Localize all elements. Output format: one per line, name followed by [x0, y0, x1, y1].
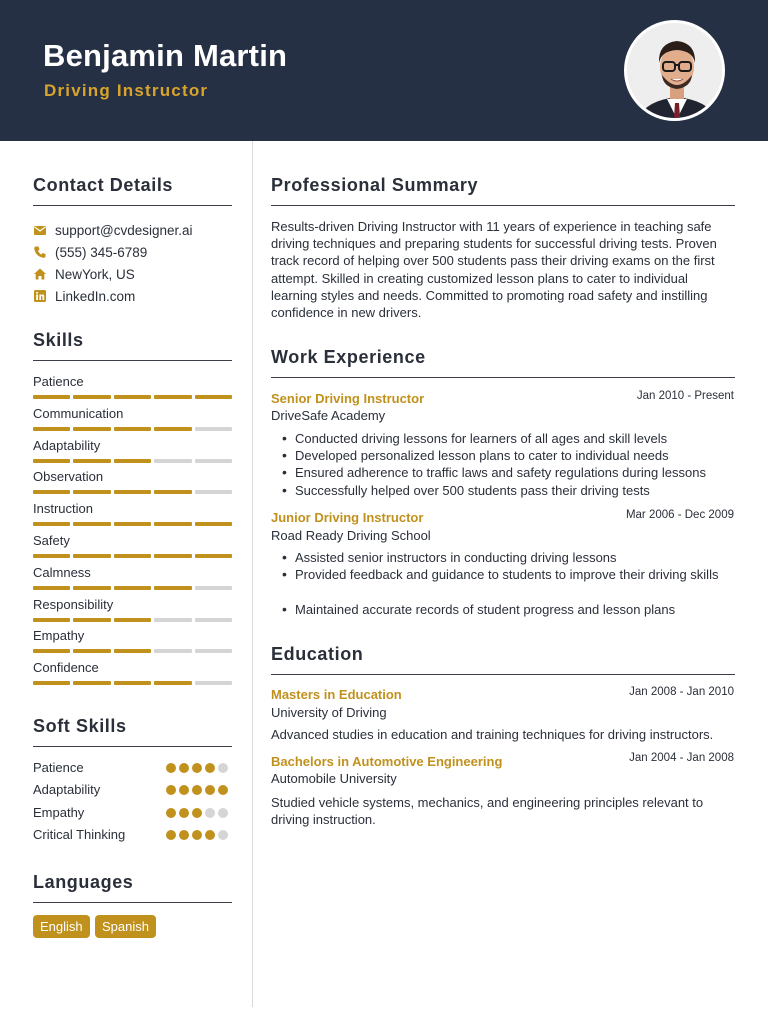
summary-section-title: Professional Summary	[271, 175, 479, 195]
skill-level-segment	[33, 395, 70, 399]
skill-level-segment	[154, 427, 191, 431]
skill-level-segment	[73, 681, 110, 685]
skill-level-bar	[33, 618, 232, 623]
skill-level-segment	[114, 649, 151, 653]
skill-level-segment	[73, 459, 110, 463]
envelope-icon	[33, 223, 47, 237]
profile-photo	[624, 20, 725, 121]
rating-dot	[192, 763, 202, 773]
skill-level-segment	[33, 522, 70, 526]
job-date-senior: Jan 2010 - Present	[636, 390, 734, 402]
skill-level-segment	[33, 427, 70, 431]
skill-level-bar	[33, 681, 232, 686]
degree-masters: Masters in Education	[271, 687, 402, 702]
language-badge-english: English	[33, 915, 90, 938]
skill-level-segment	[154, 522, 191, 526]
soft-skill-label: Patience	[33, 760, 84, 775]
skills-section-rule	[33, 360, 232, 361]
skill-label: Safety	[33, 533, 70, 548]
soft-skill-rating	[166, 830, 228, 840]
rating-dot	[205, 763, 215, 773]
skill-level-bar	[33, 649, 232, 654]
skill-label: Communication	[33, 405, 124, 421]
rating-dot	[218, 763, 228, 773]
rating-dot	[179, 808, 189, 818]
contact-email-text: support@cvdesigner.ai	[55, 222, 193, 238]
degree-bachelors: Bachelors in Automotive Engineering	[271, 754, 503, 769]
skill-level-segment	[33, 459, 70, 463]
skill-level-bar	[33, 554, 232, 559]
skill-level-segment	[114, 395, 151, 399]
skill-level-segment	[114, 522, 151, 526]
rating-dot	[192, 808, 202, 818]
rating-dot	[166, 763, 176, 773]
rating-dot	[218, 785, 228, 795]
skill-level-segment	[154, 649, 191, 653]
skill-level-segment	[33, 586, 70, 590]
rating-dot	[166, 808, 176, 818]
skill-level-segment	[73, 522, 110, 526]
skill-label: Observation	[33, 469, 104, 485]
skills-section-title: Skills	[33, 330, 84, 350]
rating-dot	[179, 785, 189, 795]
skill-level-segment	[33, 681, 70, 685]
contact-location-text: NewYork, US	[55, 266, 135, 282]
soft-skill-rating	[166, 808, 228, 818]
skill-level-segment	[154, 490, 191, 494]
skill-level-segment	[73, 427, 110, 431]
skill-level-segment	[195, 554, 232, 558]
job-org-senior: DriveSafe Academy	[271, 408, 386, 423]
school-bachelors: Automobile University	[271, 771, 397, 786]
skill-level-segment	[195, 649, 232, 653]
skill-label: Confidence	[33, 660, 99, 676]
skill-level-segment	[114, 681, 151, 685]
job-date-junior: Mar 2006 - Dec 2009	[625, 509, 734, 521]
contact-section-title: Contact Details	[33, 175, 174, 195]
skill-level-segment	[154, 459, 191, 463]
soft-skill-label: Empathy	[33, 804, 85, 820]
skill-level-segment	[195, 427, 232, 431]
language-badge-spanish: Spanish	[95, 915, 156, 938]
rating-dot	[192, 785, 202, 795]
skill-level-segment	[33, 490, 70, 494]
rating-dot	[166, 830, 176, 840]
rating-dot	[218, 830, 228, 840]
skill-level-segment	[114, 427, 151, 431]
skill-label: Empathy	[33, 628, 85, 644]
skill-level-segment	[33, 554, 70, 558]
skill-level-segment	[114, 490, 151, 494]
skill-level-segment	[195, 490, 232, 494]
skill-label: Responsibility	[33, 596, 114, 612]
skill-level-bar	[33, 395, 232, 400]
skill-level-bar	[33, 427, 232, 432]
skill-level-bar	[33, 459, 232, 464]
skill-level-segment	[73, 649, 110, 653]
rating-dot	[205, 785, 215, 795]
skill-level-segment	[195, 618, 232, 622]
soft-skill-rating	[166, 785, 228, 795]
linkedin-icon	[33, 289, 47, 303]
languages-section-title: Languages	[33, 872, 134, 892]
skill-level-segment	[154, 586, 191, 590]
languages-section-rule	[33, 902, 232, 903]
phone-icon	[33, 245, 47, 259]
contact-location	[33, 264, 135, 284]
rating-dot	[205, 808, 215, 818]
skill-level-segment	[195, 395, 232, 399]
skill-level-segment	[73, 395, 110, 399]
skill-level-segment	[114, 459, 151, 463]
skill-level-segment	[73, 618, 110, 622]
soft-skills-section-rule	[33, 746, 232, 747]
soft-skills-section-title: Soft Skills	[33, 716, 127, 736]
summary-section-rule	[271, 205, 735, 206]
skill-level-segment	[195, 459, 232, 463]
contact-section-rule	[33, 205, 232, 206]
skill-level-segment	[154, 395, 191, 399]
contact-email[interactable]	[33, 220, 193, 240]
skill-level-segment	[73, 554, 110, 558]
contact-linkedin-text: LinkedIn.com	[55, 288, 136, 304]
degree-desc-bachelors: Studied vehicle systems, mechanics, and engineering principles relevant to driving instruction.	[271, 795, 704, 827]
skill-level-segment	[114, 554, 151, 558]
school-masters: University of Driving	[271, 705, 387, 720]
skill-label: Patience	[33, 374, 84, 389]
job-org-junior: Road Ready Driving School	[271, 528, 431, 543]
degree-desc-masters: Advanced studies in education and training techniques for driving instructors.	[271, 727, 714, 742]
rating-dot	[179, 763, 189, 773]
contact-phone[interactable]	[33, 242, 147, 262]
home-icon	[33, 267, 47, 281]
skill-level-segment	[154, 618, 191, 622]
skill-level-segment	[154, 554, 191, 558]
degree-date-masters: Jan 2008 - Jan 2010	[629, 686, 734, 698]
skill-level-segment	[33, 618, 70, 622]
skill-level-segment	[73, 586, 110, 590]
summary-text: Results-driven Driving Instructor with 11 years of experience in teaching safe driving techniques and preparing students for successful driving tests. Proven track record of helping over 500 students pass their driving exams on the first attempt. Skilled in creating customized lesson plans to cater to individual learning styles and needs. Committed to promoting road safety and instilling confidence in new drivers.	[271, 219, 717, 321]
skill-level-segment	[73, 490, 110, 494]
rating-dot	[218, 808, 228, 818]
skill-label: Calmness	[33, 564, 91, 580]
job-title-senior: Senior Driving Instructor	[271, 391, 425, 406]
rating-dot	[166, 785, 176, 795]
work-section-title: Work Experience	[271, 347, 426, 367]
skill-label: Adaptability	[33, 437, 101, 453]
rating-dot	[179, 830, 189, 840]
job-title-junior: Junior Driving Instructor	[271, 510, 424, 525]
skill-label: Instruction	[33, 501, 93, 517]
degree-date-bachelors: Jan 2004 - Jan 2008	[629, 752, 734, 764]
skill-level-bar	[33, 522, 232, 527]
contact-linkedin[interactable]	[33, 286, 135, 306]
skill-level-segment	[195, 681, 232, 685]
skill-level-segment	[195, 586, 232, 590]
rating-dot	[205, 830, 215, 840]
work-section-rule	[271, 377, 735, 378]
soft-skill-label: Critical Thinking	[33, 826, 126, 842]
column-divider	[252, 141, 253, 1007]
header-banner	[0, 0, 768, 141]
skill-level-segment	[154, 681, 191, 685]
skill-level-bar	[33, 586, 232, 591]
education-section-rule	[271, 674, 735, 675]
contact-phone-text: (555) 345-6789	[55, 244, 148, 260]
skill-level-segment	[195, 522, 232, 526]
skill-level-segment	[114, 586, 151, 590]
soft-skill-label: Adaptability	[33, 782, 101, 798]
skill-level-segment	[33, 649, 70, 653]
skill-level-segment	[114, 618, 151, 622]
candidate-name: Benjamin Martin	[43, 38, 288, 73]
rating-dot	[192, 830, 202, 840]
education-section-title: Education	[271, 644, 364, 664]
soft-skill-rating	[166, 763, 228, 773]
skill-level-bar	[33, 490, 232, 495]
candidate-role: Driving Instructor	[44, 81, 209, 100]
